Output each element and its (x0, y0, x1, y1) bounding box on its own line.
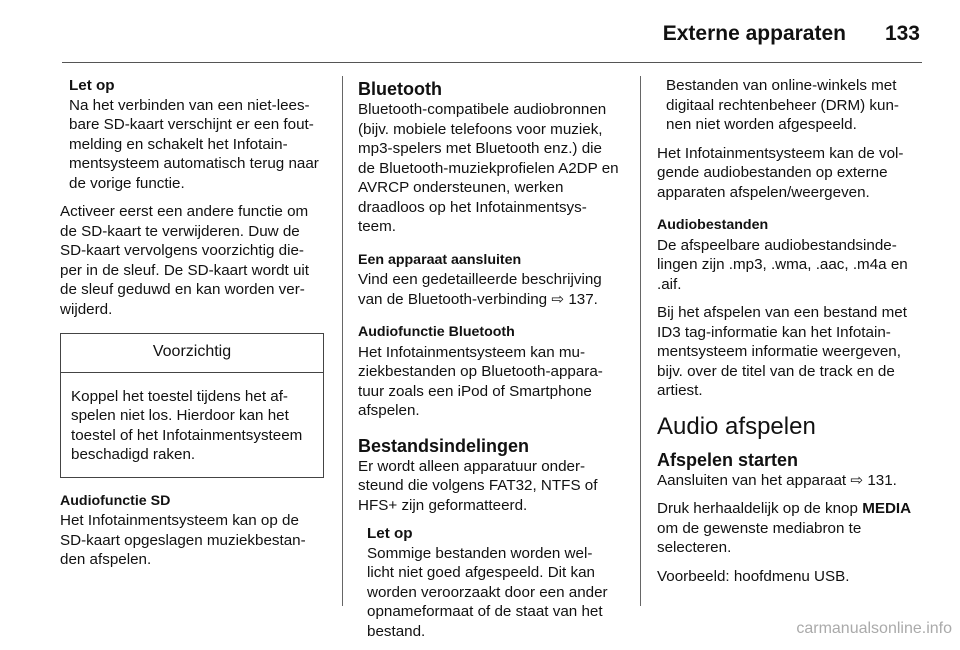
page-title: Externe apparaten (662, 22, 846, 45)
paragraph-audio-bluetooth: Het Infotainmentsysteem kan mu- ziekbestanden op Bluetooth-appara- tuur zoals een iPod of Smartphone afspelen. (358, 343, 603, 419)
note-block-2 (358, 524, 622, 641)
subheading-audio-sd: Audiofunctie SD (60, 492, 171, 509)
column-divider-2 (640, 76, 641, 606)
caution-box (60, 333, 324, 478)
caution-title: Voorzichtig (61, 334, 323, 373)
column-1 (60, 76, 324, 579)
caution-text: Koppel het toestel tijdens het af- spelen niet los. Hierdoor kan het toestel of het Infotainmentsysteem beschadigd raken. (71, 387, 303, 463)
column-divider-1 (342, 76, 343, 606)
note-text: Bestanden van online-winkels met digitaal rechtenbeheer (DRM) kun- nen niet worden afgespeeld. (666, 77, 899, 133)
subheading-audio-files: Audiobestanden (657, 217, 769, 233)
paragraph-audio-files: De afspeelbare audiobestandsinde- lingen zijn .mp3, .wma, .aac, .m4a en .aif. (657, 236, 908, 293)
media-post: om de gewenste mediabron te selecteren. (657, 519, 862, 556)
paragraph-start-playback (657, 471, 923, 491)
page-reference: ⇨ 131. (850, 471, 897, 489)
paragraph-media-button (657, 499, 923, 558)
page-number: 133 (884, 22, 920, 45)
subheading-connect-device: Een apparaat aansluiten (358, 251, 522, 268)
note-continued (657, 76, 923, 135)
note-title: Let op (69, 77, 115, 94)
section-title-bluetooth: Bluetooth (358, 79, 442, 99)
page-reference: ⇨ 137. (551, 290, 598, 308)
subheading-audio-bluetooth: Audiofunctie Bluetooth (358, 324, 515, 340)
paragraph-connect-device (358, 270, 622, 309)
paragraph-bluetooth: Bluetooth-compatibele audiobronnen (bijv. mobiele telefoons voor muziek, mp3-spelers met Bluetooth enz.) die de Bluetooth-muziekprofielen A2DP en AVRCP ondersteunen, werken draadloos op het Infotainmentsys- teem. (358, 101, 619, 235)
start-text: Aansluiten van het apparaat (657, 471, 847, 489)
note-title: Let op (367, 525, 413, 542)
note-text: Sommige bestanden worden wel- licht niet goed afgespeeld. Dit kan worden veroorzaakt door een ander opnameformaat of de staat van het bestand. (367, 544, 608, 640)
page-header (62, 18, 922, 63)
paragraph-file-formats: Er wordt alleen apparatuur onder- steund die volgens FAT32, NTFS of HFS+ zijn geformatteerd. (358, 457, 598, 514)
column-3 (657, 76, 923, 595)
watermark: carmanualsonline.info (796, 620, 952, 637)
media-pre: Druk herhaaldelijk op de knop (657, 500, 858, 517)
chapter-title-audio-playback: Audio afspelen (657, 412, 816, 440)
connect-text: Vind een gedetailleerde beschrijving van de Bluetooth-verbinding (358, 271, 602, 308)
note-block (60, 76, 324, 193)
section-title-start-playback: Afspelen starten (657, 449, 799, 470)
media-key-label: MEDIA (862, 500, 912, 517)
paragraph-example: Voorbeeld: hoofdmenu USB. (657, 567, 850, 585)
paragraph-id3: Bij het afspelen van een bestand met ID3 tag-informatie kan het Infotain- mentsysteem informatie weergeven, bijv. over de titel van de track en de artiest. (657, 304, 907, 399)
paragraph-audio-sd: Het Infotainmentsysteem kan op de SD-kaart opgeslagen muziekbestan- den afspelen. (60, 512, 306, 568)
section-title-file-formats: Bestandsindelingen (358, 435, 530, 456)
paragraph-external-files: Het Infotainmentsysteem kan de vol- gende audiobestanden op externe apparaten afspelen/weergeven. (657, 144, 904, 201)
paragraph-sd-remove: Activeer eerst een andere functie om de SD-kaart te verwijderen. Duw de SD-kaart vervolgens voorzichtig die- per in de sleuf. De SD-kaart wordt uit de sleuf geduwd en kan worden ver- wijderd. (60, 203, 310, 318)
note-text: Na het verbinden van een niet-lees- bare SD-kaart verschijnt er een fout- melding en schakelt het Infotain- mentsysteem automatisch terug naar de vorige functie. (69, 96, 319, 192)
column-2 (358, 76, 622, 650)
